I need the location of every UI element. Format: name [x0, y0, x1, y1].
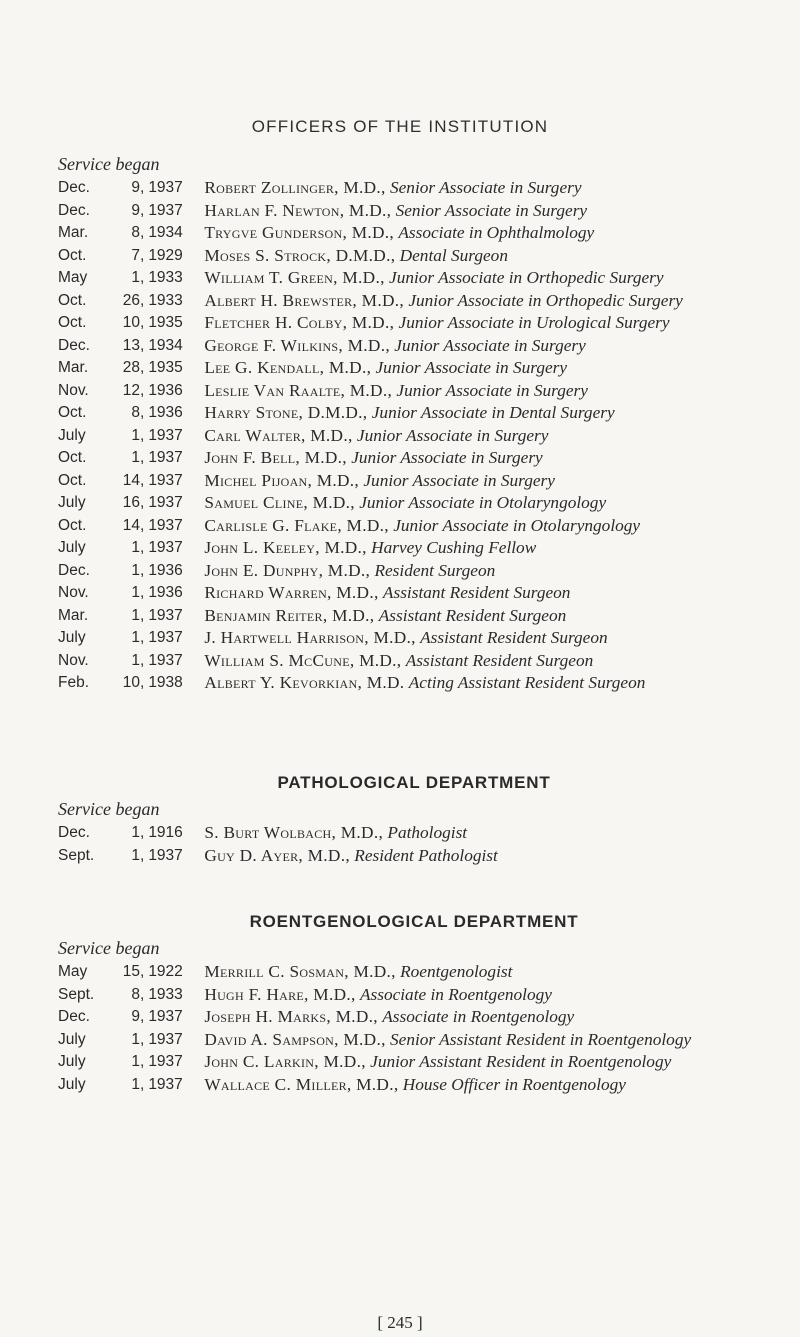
entry-day: 1: [131, 846, 140, 864]
entry-year: 1933: [148, 269, 183, 286]
officer-title: Junior Associate in Surgery: [363, 470, 555, 490]
roentgenological-section: [58, 912, 770, 1096]
entry-text: [200, 650, 770, 673]
officer-entry: [58, 822, 770, 845]
date-comma: ,: [140, 404, 145, 421]
officer-name: Joseph H. Marks, M.D.,: [204, 1007, 378, 1026]
entry-day: 8: [131, 404, 140, 421]
entry-year: 1937: [148, 606, 183, 624]
officer-name: S. Burt Wolbach, M.D.,: [204, 823, 384, 842]
entry-text: [200, 380, 770, 403]
officer-title: Resident Pathologist: [354, 845, 498, 865]
date-comma: ,: [140, 471, 145, 489]
entry-year: 1937: [148, 471, 183, 489]
officer-title: Assistant Resident Surgeon: [382, 583, 571, 602]
entry-month: Mar.: [58, 606, 89, 624]
officer-title: Assistant Resident Surgeon: [420, 628, 608, 647]
officer-name: Fletcher H. Colby, M.D.,: [204, 313, 395, 332]
officer-entry: [58, 650, 770, 673]
entry-year: 1937: [148, 629, 183, 646]
officer-entry: [58, 961, 770, 984]
officer-entry: [58, 537, 770, 560]
entry-month: Feb.: [58, 674, 90, 691]
entry-month: Mar.: [58, 224, 89, 241]
officer-name: Hugh F. Hare, M.D.,: [204, 984, 356, 1004]
date-comma: ,: [140, 314, 145, 331]
entry-month: Oct.: [58, 449, 87, 466]
entry-text: [200, 357, 770, 380]
entry-text: [200, 582, 770, 605]
entry-month: Dec.: [58, 336, 90, 354]
officer-name: Albert H. Brewster, M.D.,: [204, 290, 404, 310]
date-comma: ,: [140, 629, 145, 646]
date-comma: ,: [140, 449, 145, 466]
entry-year: 1937: [148, 1008, 183, 1025]
officer-name: John C. Larkin, M.D.,: [204, 1052, 366, 1071]
pathological-service-began-label: Service began: [58, 799, 160, 819]
officers-list: [58, 177, 770, 695]
officer-entry: [58, 605, 770, 628]
entry-year: 1937: [148, 1053, 183, 1070]
entry-month: Oct.: [58, 291, 87, 309]
entry-day: 1: [131, 629, 140, 646]
officer-name: Richard Warren, M.D.,: [204, 583, 379, 602]
officer-entry: [58, 447, 770, 470]
entry-text: [200, 402, 770, 425]
entry-day: 13: [122, 336, 140, 354]
officer-entry: [58, 335, 770, 358]
entry-month: July: [58, 1030, 86, 1048]
entry-day: 1: [131, 606, 140, 624]
officer-name: Samuel Cline, M.D.,: [204, 493, 355, 512]
entry-text: [200, 425, 770, 448]
entry-text: [200, 560, 770, 583]
entry-year: 1937: [148, 1075, 183, 1093]
date-comma: ,: [140, 336, 145, 354]
officer-title: Junior Associate in Otolaryngology: [393, 515, 641, 535]
entry-month: May: [58, 269, 88, 286]
roentgenological-list: [58, 961, 770, 1096]
entry-text: [200, 627, 770, 650]
entry-month: Nov.: [58, 651, 89, 669]
entry-year: 1934: [148, 336, 183, 354]
date-comma: ,: [140, 246, 145, 264]
officer-title: Associate in Ophthalmology: [398, 223, 595, 242]
entry-month: July: [58, 1075, 86, 1093]
date-comma: ,: [140, 516, 145, 534]
entry-month: July: [58, 494, 86, 511]
date-comma: ,: [140, 291, 145, 309]
date-comma: ,: [140, 561, 145, 579]
entry-day: 14: [122, 516, 140, 534]
date-comma: ,: [140, 1030, 145, 1048]
officer-name: John F. Bell, M.D.,: [204, 448, 347, 467]
officer-name: Merrill C. Sosman, M.D.,: [204, 962, 396, 981]
entry-month: Mar.: [58, 359, 89, 376]
officer-title: Dental Surgeon: [399, 245, 508, 265]
entry-year: 1937: [148, 846, 183, 864]
entry-text: [200, 312, 770, 335]
roentgenological-service-began-label: Service began: [58, 938, 160, 958]
entry-month: May: [58, 963, 88, 980]
entry-month: July: [58, 1053, 86, 1070]
officer-name: Harlan F. Newton, M.D.,: [204, 200, 392, 220]
officer-title: Assistant Resident Surgeon: [378, 605, 567, 625]
entry-year: 1937: [148, 494, 183, 511]
officer-title: Junior Associate in Urological Surgery: [398, 313, 670, 332]
entry-month: Oct.: [58, 516, 87, 534]
officer-entry: [58, 177, 770, 200]
entry-month: Dec.: [58, 824, 90, 841]
date-comma: ,: [140, 539, 145, 556]
officer-entry: [58, 492, 770, 515]
entry-day: 1: [131, 449, 140, 466]
entry-day: 1: [131, 824, 140, 841]
entry-day: 1: [131, 269, 140, 286]
date-comma: ,: [140, 269, 145, 286]
entry-text: [200, 335, 770, 358]
officer-title: Junior Associate in Orthopedic Surgery: [389, 268, 664, 287]
entry-month: Oct.: [58, 404, 87, 421]
entry-text: [200, 447, 770, 470]
entry-year: 1937: [148, 426, 183, 444]
entry-text: [200, 245, 770, 268]
entry-month: Dec.: [58, 179, 90, 196]
page-number: [ 245 ]: [377, 1313, 423, 1332]
officer-name: Leslie Van Raalte, M.D.,: [204, 380, 393, 400]
officer-title: Senior Assistant Resident in Roentgenology: [390, 1029, 692, 1049]
entry-text: [200, 200, 770, 223]
entry-month: Dec.: [58, 201, 90, 219]
officer-name: Carlisle G. Flake, M.D.,: [204, 515, 389, 535]
officer-name: William T. Green, M.D.,: [204, 268, 385, 287]
officer-title: Assistant Resident Surgeon: [405, 650, 594, 670]
officer-name: Robert Zollinger, M.D.,: [204, 178, 386, 197]
officer-entry: [58, 582, 770, 605]
entry-year: 1937: [148, 516, 183, 534]
entry-day: 12: [122, 381, 140, 399]
entry-year: 1933: [148, 291, 183, 309]
entry-year: 1936: [148, 561, 183, 579]
entry-day: 1: [131, 1030, 140, 1048]
date-comma: ,: [140, 1008, 145, 1025]
entry-day: 15: [122, 963, 140, 980]
entry-month: Dec.: [58, 1008, 90, 1025]
date-comma: ,: [140, 359, 145, 376]
entry-day: 1: [131, 651, 140, 669]
officer-name: Harry Stone, D.M.D.,: [204, 403, 368, 422]
entry-day: 26: [122, 291, 140, 309]
entry-text: [200, 605, 770, 628]
entry-day: 1: [131, 561, 140, 579]
officer-name: Albert Y. Kevorkian, M.D.: [204, 673, 405, 692]
officer-entry: [58, 425, 770, 448]
date-comma: ,: [140, 381, 145, 399]
entry-day: 7: [131, 246, 140, 264]
entry-text: [200, 1029, 770, 1052]
entry-text: [200, 845, 770, 868]
pathological-list: [58, 822, 770, 867]
entry-year: 1916: [148, 824, 183, 841]
entry-text: [200, 961, 770, 984]
entry-year: 1935: [148, 359, 183, 376]
officer-title: Junior Associate in Surgery: [396, 380, 588, 400]
entry-day: 1: [131, 584, 140, 601]
entry-month: Sept.: [58, 985, 95, 1003]
entry-month: Oct.: [58, 471, 87, 489]
entry-year: 1936: [148, 381, 183, 399]
entry-year: 1935: [148, 314, 183, 331]
entry-text: [200, 984, 770, 1007]
officer-title: Junior Associate in Surgery: [356, 425, 549, 445]
officer-entry: [58, 245, 770, 268]
officer-name: William S. McCune, M.D.,: [204, 650, 402, 670]
officer-title: Associate in Roentgenology: [382, 1007, 575, 1026]
entry-day: 9: [131, 179, 140, 196]
date-comma: ,: [140, 985, 145, 1003]
entry-year: 1937: [148, 449, 183, 466]
entry-day: 1: [131, 426, 140, 444]
entry-year: 1938: [148, 674, 183, 691]
officer-name: Michel Pijoan, M.D.,: [204, 470, 360, 490]
entry-day: 9: [131, 201, 140, 219]
officer-name: J. Hartwell Harrison, M.D.,: [204, 628, 416, 647]
officer-title: Junior Associate in Dental Surgery: [371, 403, 615, 422]
entry-month: July: [58, 426, 86, 444]
officer-name: Trygve Gunderson, M.D.,: [204, 223, 395, 242]
entry-text: [200, 290, 770, 313]
entry-year: 1934: [148, 224, 183, 241]
entry-month: Oct.: [58, 246, 87, 264]
entry-text: [200, 470, 770, 493]
officer-entry: [58, 515, 770, 538]
officer-title: Roentgenologist: [400, 962, 513, 981]
officer-entry: [58, 380, 770, 403]
officer-entry: [58, 402, 770, 425]
date-comma: ,: [140, 426, 145, 444]
date-comma: ,: [140, 651, 145, 669]
entry-day: 9: [131, 1008, 140, 1025]
officer-entry: [58, 1051, 770, 1074]
entry-text: [200, 267, 770, 290]
entry-year: 1936: [148, 404, 183, 421]
service-began-label: Service began: [58, 154, 160, 174]
officer-entry: [58, 845, 770, 868]
entry-text: [200, 177, 770, 200]
officer-name: Guy D. Ayer, M.D.,: [204, 845, 350, 865]
entry-text: [200, 1006, 770, 1029]
entry-month: Nov.: [58, 584, 89, 601]
entry-text: [200, 492, 770, 515]
entry-day: 28: [122, 359, 140, 376]
entry-text: [200, 515, 770, 538]
officer-title: Associate in Roentgenology: [359, 984, 552, 1004]
entry-day: 1: [131, 539, 140, 556]
officer-entry: [58, 1074, 770, 1097]
officer-name: George F. Wilkins, M.D.,: [204, 335, 390, 355]
entry-day: 8: [131, 985, 140, 1003]
entry-month: July: [58, 539, 86, 556]
officer-name: Lee G. Kendall, M.D.,: [204, 358, 372, 377]
entry-year: 1937: [148, 201, 183, 219]
officer-title: Senior Associate in Surgery: [395, 200, 588, 220]
officer-title: Harvey Cushing Fellow: [371, 538, 537, 557]
officer-entry: [58, 984, 770, 1007]
date-comma: ,: [140, 224, 145, 241]
officer-entry: [58, 312, 770, 335]
officer-entry: [58, 1006, 770, 1029]
officer-name: Carl Walter, M.D.,: [204, 425, 353, 445]
pathological-heading: PATHOLOGICAL DEPARTMENT: [277, 773, 551, 792]
officer-title: Resident Surgeon: [374, 560, 496, 580]
officer-entry: [58, 290, 770, 313]
entry-year: 1937: [148, 539, 183, 556]
officer-title: Junior Associate in Surgery: [394, 335, 586, 355]
officer-entry: [58, 222, 770, 245]
officer-name: John E. Dunphy, M.D.,: [204, 560, 371, 580]
date-comma: ,: [140, 824, 145, 841]
entry-month: Oct.: [58, 314, 87, 331]
date-comma: ,: [140, 179, 145, 196]
date-comma: ,: [140, 494, 145, 511]
date-comma: ,: [140, 963, 145, 980]
entry-text: [200, 672, 770, 695]
entry-day: 10: [122, 674, 140, 691]
roentgenological-heading: ROENTGENOLOGICAL DEPARTMENT: [249, 912, 579, 931]
entry-text: [200, 537, 770, 560]
entry-text: [200, 1074, 770, 1097]
entry-day: 8: [131, 224, 140, 241]
entry-day: 1: [131, 1075, 140, 1093]
officer-title: Junior Associate in Surgery: [351, 448, 543, 467]
entry-year: 1929: [148, 246, 183, 264]
officer-title: Junior Associate in Otolaryngology: [359, 493, 607, 512]
officer-entry: [58, 1029, 770, 1052]
officer-title: Junior Associate in Orthopedic Surgery: [408, 290, 683, 310]
entry-month: July: [58, 629, 86, 646]
officer-entry: [58, 627, 770, 650]
officer-entry: [58, 470, 770, 493]
running-head: OFFICERS OF THE INSTITUTION: [251, 117, 549, 136]
officer-name: Benjamin Reiter, M.D.,: [204, 605, 375, 625]
entry-year: 1937: [148, 651, 183, 669]
officer-title: Acting Assistant Resident Surgeon: [408, 673, 646, 692]
officer-title: Pathologist: [387, 823, 468, 842]
entry-month: Dec.: [58, 561, 90, 579]
entry-year: 1937: [148, 1030, 183, 1048]
pathological-section: [58, 773, 770, 867]
entry-day: 16: [122, 494, 140, 511]
officer-entry: [58, 357, 770, 380]
officer-entry: [58, 560, 770, 583]
date-comma: ,: [140, 1075, 145, 1093]
officer-name: Moses S. Strock, D.M.D.,: [204, 245, 396, 265]
date-comma: ,: [140, 584, 145, 601]
officer-entry: [58, 200, 770, 223]
entry-text: [200, 222, 770, 245]
date-comma: ,: [140, 846, 145, 864]
entry-year: 1937: [148, 179, 183, 196]
entry-day: 1: [131, 1053, 140, 1070]
officer-name: David A. Sampson, M.D.,: [204, 1029, 386, 1049]
entry-month: Sept.: [58, 846, 95, 864]
officers-section: [58, 154, 770, 695]
officer-entry: [58, 267, 770, 290]
entry-year: 1936: [148, 584, 183, 601]
date-comma: ,: [140, 201, 145, 219]
entry-text: [200, 1051, 770, 1074]
entry-day: 10: [122, 314, 140, 331]
officer-title: Junior Assistant Resident in Roentgenology: [370, 1052, 672, 1071]
officer-name: John L. Keeley, M.D.,: [204, 538, 367, 557]
entry-text: [200, 822, 770, 845]
officer-name: Wallace C. Miller, M.D.,: [204, 1074, 399, 1094]
officer-title: House Officer in Roentgenology: [402, 1074, 626, 1094]
officer-title: Junior Associate in Surgery: [375, 358, 568, 377]
entry-year: 1922: [148, 963, 183, 980]
officer-title: Senior Associate in Surgery: [390, 178, 582, 197]
date-comma: ,: [140, 1053, 145, 1070]
entry-day: 14: [122, 471, 140, 489]
date-comma: ,: [140, 674, 145, 691]
entry-month: Nov.: [58, 381, 89, 399]
entry-year: 1933: [148, 985, 183, 1003]
date-comma: ,: [140, 606, 145, 624]
officer-entry: [58, 672, 770, 695]
